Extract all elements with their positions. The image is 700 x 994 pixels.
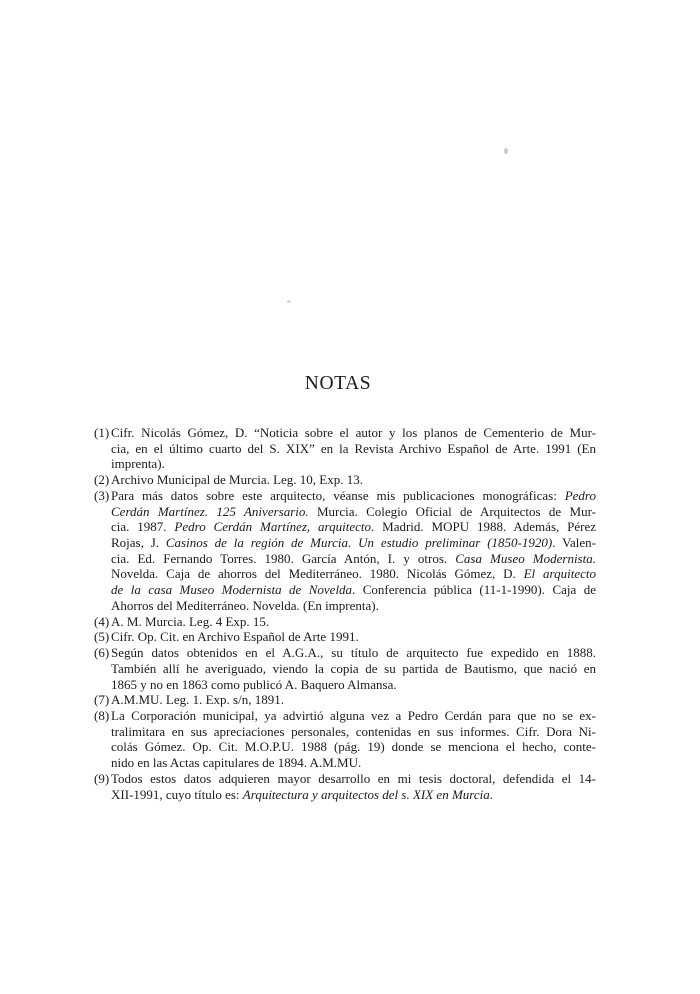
footnote-line: [94, 598, 596, 614]
footnote-first-line: [94, 692, 596, 708]
scan-speck: [287, 300, 291, 303]
footnote: [94, 472, 596, 488]
text-run: Para más datos sobre este arquitecto, véanse mis publicaciones monográficas:: [111, 487, 565, 503]
footnote-line: [94, 739, 596, 755]
text-run: cia. 1987.: [111, 519, 175, 535]
text-run: . Conferencia pública (11-1-1990). Caja de: [352, 582, 596, 598]
text-run: La Corporación municipal, ya advirtió alguna vez a Pedro Cerdán para que no se ex-: [111, 707, 596, 723]
footnote-line: [94, 504, 596, 520]
footnote-number: (7): [94, 692, 110, 708]
footnote: [94, 692, 596, 708]
text-run: También allí he averiguado, viendo la copia de su partida de Bautismo, que nació en: [111, 660, 596, 676]
footnote-line: [94, 724, 596, 740]
text-run: Todos estos datos adquieren mayor desarrollo en mi tesis doctoral, defendida el 14-: [111, 770, 596, 786]
italic-text-run: Casa Museo Modernista.: [455, 550, 596, 566]
footnote-number: (4): [94, 613, 110, 629]
text-run: Ahorros del Mediterráneo. Novelda. (En imprenta).: [111, 597, 379, 613]
footnote-number: (9): [94, 770, 110, 786]
footnote-first-line: [94, 629, 596, 645]
footnote: [94, 708, 596, 771]
italic-text-run: Arquitectura y arquitectos del s. XIX en Murcia: [242, 786, 490, 802]
text-run: 1865 y no en 1863 como publicó A. Baquero Almansa.: [111, 676, 397, 692]
footnotes-list: [94, 425, 596, 802]
footnote: [94, 425, 596, 472]
footnote-first-line: [94, 771, 596, 787]
footnote-line: [94, 566, 596, 582]
footnote: [94, 629, 596, 645]
text-run: nido en las Actas capitulares de 1894. A.M.MU.: [111, 755, 362, 771]
italic-text-run: Cerdán Martínez. 125 Aniversario.: [111, 503, 309, 519]
text-run: Murcia. Colegio Oficial de Arquitectos de Mur-: [308, 503, 597, 519]
text-run: cia, en el último cuarto del S. XIX” en la Revista Archivo Español de Arte. 1991 (En: [111, 440, 596, 456]
footnote-number: (3): [94, 487, 110, 503]
footnote-first-line: [94, 472, 596, 488]
footnote-line: [94, 441, 596, 457]
text-run: XII-1991, cuyo título es:: [111, 786, 243, 802]
text-run: A.M.MU. Leg. 1. Exp. s/n, 1891.: [111, 692, 284, 708]
text-run: . Madrid. MOPU 1988. Además, Pérez: [371, 519, 597, 535]
italic-text-run: Pedro Cerdán Martínez, arquitecto: [174, 519, 372, 535]
text-run: tralimitara en sus apreciaciones personales, contenidas en sus informes. Cifr. Dora Ni-: [111, 723, 596, 739]
footnote: [94, 771, 596, 802]
italic-text-run: Casinos de la región de Murcia. Un estudio preliminar (1850-1920): [165, 535, 553, 551]
footnote: [94, 645, 596, 692]
footnote-line: [94, 661, 596, 677]
footnote: [94, 614, 596, 630]
footnote-first-line: [94, 425, 596, 441]
scan-speck: [504, 148, 508, 154]
footnote-first-line: [94, 488, 596, 504]
text-run: . Valen-: [552, 535, 597, 551]
text-run: colás Gómez. Op. Cit. M.O.P.U. 1988 (pág. 19) donde se menciona el hecho, conte-: [111, 739, 596, 755]
page-title: NOTAS: [304, 373, 372, 394]
italic-text-run: de la casa Museo Modernista de Novelda: [111, 582, 353, 598]
text-run: Cifr. Op. Cit. en Archivo Español de Arte 1991.: [111, 629, 359, 645]
footnote-number: (2): [94, 472, 110, 488]
footnote-line: [94, 582, 596, 598]
footnote-number: (8): [94, 707, 110, 723]
footnote-first-line: [94, 614, 596, 630]
italic-text-run: Pedro: [564, 487, 596, 503]
text-run: Según datos obtenidos en el A.G.A., su título de arquitecto fue expedido en 1888.: [111, 645, 596, 661]
text-run: imprenta).: [111, 456, 165, 472]
footnote-line: [94, 755, 596, 771]
text-run: Novelda. Caja de ahorros del Mediterráneo. 1980. Nicolás Gómez, D.: [111, 566, 524, 582]
text-run: cia. Ed. Fernando Torres. 1980. García Antón, I. y otros.: [111, 550, 456, 566]
text-run: A. M. Murcia. Leg. 4 Exp. 15.: [111, 613, 270, 629]
text-run: Rojas, J.: [111, 535, 166, 551]
text-run: Cifr. Nicolás Gómez, D. “Noticia sobre el autor y los planos de Cementerio de Mur-: [111, 425, 596, 440]
footnote-number: (1): [94, 425, 110, 440]
footnote-number: (5): [94, 629, 110, 645]
footnote-line: [94, 535, 596, 551]
footnote-first-line: [94, 708, 596, 724]
italic-text-run: El arquitecto: [523, 566, 596, 582]
footnote-line: [94, 677, 596, 693]
footnote-line: [94, 519, 596, 535]
footnote: [94, 488, 596, 614]
footnote-line: [94, 787, 596, 803]
footnote-number: (6): [94, 645, 110, 661]
text-run: Archivo Municipal de Murcia. Leg. 10, Exp. 13.: [111, 472, 363, 488]
footnote-line: [94, 551, 596, 567]
text-run: .: [489, 786, 493, 802]
footnote-first-line: [94, 645, 596, 661]
footnote-line: [94, 456, 596, 472]
